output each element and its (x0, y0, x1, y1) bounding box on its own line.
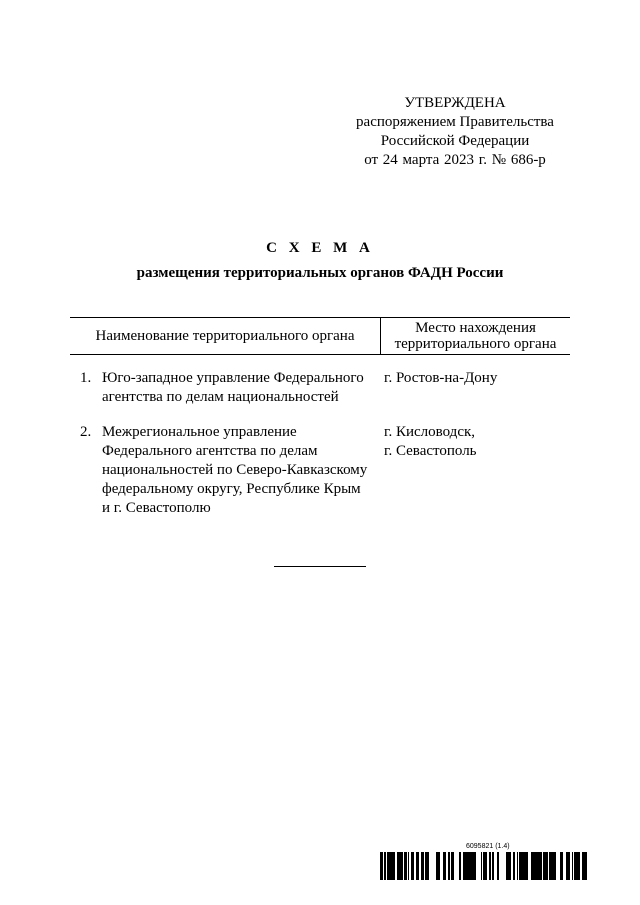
barcode-bar (554, 852, 556, 880)
barcode-bar (436, 852, 438, 880)
row-organ-name-line: агентства по делам национальностей (102, 389, 339, 405)
barcode-bar (549, 852, 551, 880)
barcode-bar (521, 852, 523, 880)
barcode-bar (538, 852, 539, 880)
barcode-bar (405, 852, 407, 880)
barcode-bar (411, 852, 412, 880)
barcode-bar (423, 852, 424, 880)
row-organ-name (102, 369, 387, 407)
barcode-bar (535, 852, 536, 880)
barcode-bar (509, 852, 511, 880)
barcode-bar (463, 852, 465, 880)
barcode-bar (381, 852, 382, 880)
barcode-bar (451, 852, 453, 880)
row-organ-name-line: Юго-западное управление Федерального (102, 370, 364, 386)
row-location (384, 423, 564, 461)
barcode-bar (408, 852, 409, 880)
document-subtitle: размещения территориальных органов ФАДН России (136, 265, 504, 281)
table-header (70, 317, 570, 355)
barcode-bar (392, 852, 394, 880)
barcode-bar (531, 852, 533, 880)
barcode-bar (567, 852, 568, 880)
barcode-bar (425, 852, 426, 880)
barcode-bar (387, 852, 389, 880)
barcode-bar (426, 852, 427, 880)
barcode-bar (572, 852, 573, 880)
barcode-bar (582, 852, 584, 880)
barcode-bar (475, 852, 476, 880)
barcode-bar (492, 852, 494, 880)
barcode-image (380, 852, 590, 880)
barcode-bar (525, 852, 527, 880)
barcode-bar (459, 852, 460, 880)
row-location (384, 369, 564, 388)
barcode-bar (401, 852, 403, 880)
barcode-bar (389, 852, 390, 880)
barcode-bar (541, 852, 542, 880)
approval-order: от 24 марта 2023 г. № 686-р (364, 152, 546, 168)
barcode-bar (443, 852, 444, 880)
barcode-bar (574, 852, 576, 880)
barcode-bar (467, 852, 468, 880)
approval-block (330, 94, 580, 170)
barcode-bar (517, 852, 518, 880)
barcode-bar (484, 852, 485, 880)
barcode-bar (519, 852, 521, 880)
barcode-bar (416, 852, 417, 880)
barcode-bar (540, 852, 541, 880)
barcode-bar (390, 852, 392, 880)
barcode-bar (472, 852, 474, 880)
barcode-bar (444, 852, 446, 880)
barcode-bar (486, 852, 487, 880)
barcode-bar (471, 852, 472, 880)
barcode-bar (412, 852, 414, 880)
barcode-bar (513, 852, 515, 880)
header-location-column (381, 320, 570, 352)
barcode-bar (460, 852, 461, 880)
document-title: С Х Е М А (266, 240, 374, 256)
row-location-line: г. Ростов-на-Дону (384, 370, 498, 386)
barcode-bar (560, 852, 562, 880)
barcode-bar (551, 852, 553, 880)
barcode-bar (438, 852, 439, 880)
approval-title: УТВЕРЖДЕНА (404, 95, 506, 111)
row-organ-name-line: Межрегиональное управление (102, 424, 297, 440)
barcode-bar (536, 852, 538, 880)
row-organ-name (102, 423, 387, 518)
document-code: 6095821 (1.4) (466, 843, 510, 850)
barcode-bar (418, 852, 419, 880)
row-organ-name-line: и г. Севастополю (102, 500, 211, 516)
barcode-bar (539, 852, 540, 880)
barcode-bar (579, 852, 580, 880)
barcode-bar (474, 852, 475, 880)
barcode-bar (523, 852, 524, 880)
header-location-line1: Место нахождения (415, 320, 536, 336)
row-number: 1. (80, 370, 92, 386)
barcode-bar (384, 852, 386, 880)
barcode-bar (527, 852, 528, 880)
barcode-bar (453, 852, 454, 880)
header-location-line2: территориального органа (394, 336, 557, 352)
barcode-bar (543, 852, 544, 880)
barcode-bar (485, 852, 486, 880)
barcode-bar (584, 852, 586, 880)
barcode-bar (577, 852, 579, 880)
barcode-bar (421, 852, 423, 880)
row-location-line: г. Севастополь (384, 443, 477, 459)
barcode-bar (507, 852, 509, 880)
row-number: 2. (80, 424, 92, 440)
barcode-bar (533, 852, 535, 880)
barcode-bar (481, 852, 482, 880)
barcode-bar (566, 852, 567, 880)
barcode-bar (427, 852, 429, 880)
barcode-bar (439, 852, 440, 880)
approval-authority: Российской Федерации (380, 133, 530, 149)
barcode-bar (547, 852, 548, 880)
barcode-bar (469, 852, 471, 880)
barcode-bar (568, 852, 570, 880)
end-separator-line (274, 566, 366, 567)
barcode-bar (417, 852, 418, 880)
barcode-bar (404, 852, 405, 880)
barcode-bar (398, 852, 400, 880)
organs-table (70, 317, 570, 516)
barcode-bar (466, 852, 467, 880)
barcode-bar (483, 852, 484, 880)
barcode-bar (506, 852, 507, 880)
barcode-bar (576, 852, 577, 880)
barcode-bar (394, 852, 395, 880)
header-name-column: Наименование территориального органа (70, 318, 381, 354)
row-location-line: г. Кисловодск, (384, 424, 476, 440)
barcode-bar (546, 852, 547, 880)
row-organ-name-line: Федерального агентства по делам (102, 443, 318, 459)
row-organ-name-line: федеральному округу, Республике Крым (102, 481, 361, 497)
barcode-bar (448, 852, 450, 880)
barcode-bar (489, 852, 491, 880)
barcode-bar (382, 852, 383, 880)
barcode-bar (397, 852, 398, 880)
barcode-bar (553, 852, 554, 880)
barcode-bar (380, 852, 381, 880)
row-organ-name-line: национальностей по Северо-Кавказскому (102, 462, 368, 478)
barcode-bar (468, 852, 469, 880)
barcode-bar (586, 852, 587, 880)
approval-by: распоряжением Правительства (356, 114, 554, 130)
barcode-bar (544, 852, 546, 880)
barcode-bar (400, 852, 401, 880)
barcode-bar (524, 852, 525, 880)
barcode-bar (562, 852, 563, 880)
barcode-bar (497, 852, 499, 880)
barcode-bar (465, 852, 466, 880)
